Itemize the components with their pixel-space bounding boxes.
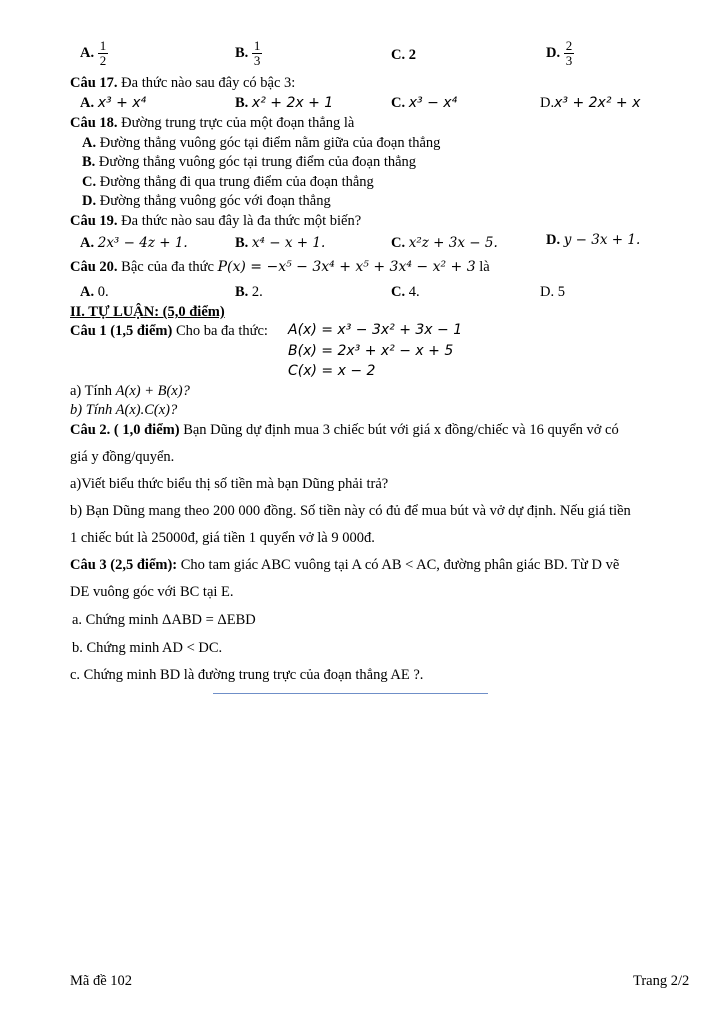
p3-question-c: c. Chứng minh BD là đường trung trực của đoạn thẳng AE ?.	[70, 667, 424, 683]
q19-option-b: B. x⁴ − x + 1.	[235, 235, 326, 251]
p1-poly-c: C(x) = x − 2	[288, 363, 376, 379]
p2-stem-line2: giá y đồng/quyển.	[70, 449, 175, 465]
q18-stem: Câu 18. Đường trung trực của một đoạn thẳng là	[70, 115, 355, 131]
p1-question-b: b) Tính A(x).C(x)?	[70, 402, 178, 418]
q20-option-d: D. 5	[540, 284, 565, 300]
q18-option-b: B. Đường thẳng vuông góc tại trung điểm của đoạn thẳng	[82, 154, 417, 170]
q20-option-a: A. 0.	[80, 284, 109, 300]
p1-poly-a: A(x) = x³ − 3x² + 3x − 1	[288, 322, 463, 338]
q17-option-a: A. x³ + x⁴	[80, 95, 147, 111]
q16-a-fraction: $\frac{1}{2}$	[99, 38, 107, 68]
q16-b-fraction: $\frac{1}{3}$	[253, 38, 261, 68]
p2-stem-line1: Câu 2. ( 1,0 điểm) Bạn Dũng dự định mua 3 chiếc bút với giá x đồng/chiếc và 16 quyển vở có	[70, 422, 619, 438]
q16-option-b: B. $\frac{1}{3}$	[235, 38, 261, 68]
q16-option-d: D. $\frac{2}{3}$	[546, 38, 573, 68]
q18-option-a: A. Đường thẳng vuông góc tại điểm nằm giữa của đoạn thẳng	[82, 135, 441, 151]
q19-option-d: D. y − 3x + 1.	[546, 232, 641, 248]
p3-question-b: b. Chứng minh AD < DC.	[72, 640, 223, 656]
q20-option-c: C. 4.	[391, 284, 420, 300]
section-heading-part2: II. TỰ LUẬN: (5,0 điểm)	[70, 304, 225, 320]
p1-question-a: a) Tính A(x) + B(x)?	[70, 383, 190, 399]
end-divider-line	[213, 693, 488, 694]
footer-exam-code: Mã đề 102	[70, 973, 133, 989]
q19-option-c: C. x²z + 3x − 5.	[391, 235, 498, 251]
p3-question-a: a. Chứng minh ΔABD = ΔEBD	[72, 612, 256, 628]
q17-stem: Câu 17. Đa thức nào sau đây có bậc 3:	[70, 75, 296, 91]
q19-stem: Câu 19. Đa thức nào sau đây là đa thức một biến?	[70, 213, 362, 229]
p1-stem: Câu 1 (1,5 điểm) Cho ba đa thức:	[70, 323, 268, 339]
p2-question-a: a)Viết biểu thức biểu thị số tiền mà bạn Dũng phải trả?	[70, 476, 389, 492]
q16-option-c: C. 2	[391, 47, 416, 63]
p2-question-b-line1: b) Bạn Dũng mang theo 200 000 đồng. Số tiền này có đủ để mua bút và vở dự định. Nếu giá tiền	[70, 503, 631, 519]
q18-option-c: C. Đường thẳng đi qua trung điểm của đoạn thẳng	[82, 174, 374, 190]
q19-option-a: A. 2x³ − 4z + 1.	[80, 235, 188, 251]
q18-option-d: D. Đường thẳng vuông góc với đoạn thẳng	[82, 193, 331, 209]
footer-page-number: Trang 2/2	[633, 973, 690, 989]
q20-option-b: B. 2.	[235, 284, 263, 300]
p1-poly-b: B(x) = 2x³ + x² − x + 5	[288, 343, 454, 359]
p3-stem-line1: Câu 3 (2,5 điểm): Cho tam giác ABC vuông tại A có AB < AC, đường phân giác BD. Từ D vẽ	[70, 557, 620, 573]
q20-polynomial: P(x) = −x⁵ − 3x⁴ + x⁵ + 3x⁴ − x² + 3	[217, 259, 476, 275]
q17-option-c: C. x³ − x⁴	[391, 95, 458, 111]
q17-option-b: B. x² + 2x + 1	[235, 95, 334, 111]
q16-option-a: A. $\frac{1}{2}$	[80, 38, 107, 68]
p2-question-b-line2: 1 chiếc bút là 25000đ, giá tiền 1 quyển vở là 9 000đ.	[70, 530, 375, 546]
q20-stem: Câu 20. Bậc của đa thức P(x) = −x⁵ − 3x⁴ + x⁵ + 3x⁴ − x² + 3 là	[70, 259, 490, 275]
q16-d-fraction: $\frac{2}{3}$	[565, 38, 573, 68]
p3-stem-line2: DE vuông góc với BC tại E.	[70, 584, 234, 600]
q17-option-d: D.x³ + 2x² + x	[540, 95, 641, 111]
